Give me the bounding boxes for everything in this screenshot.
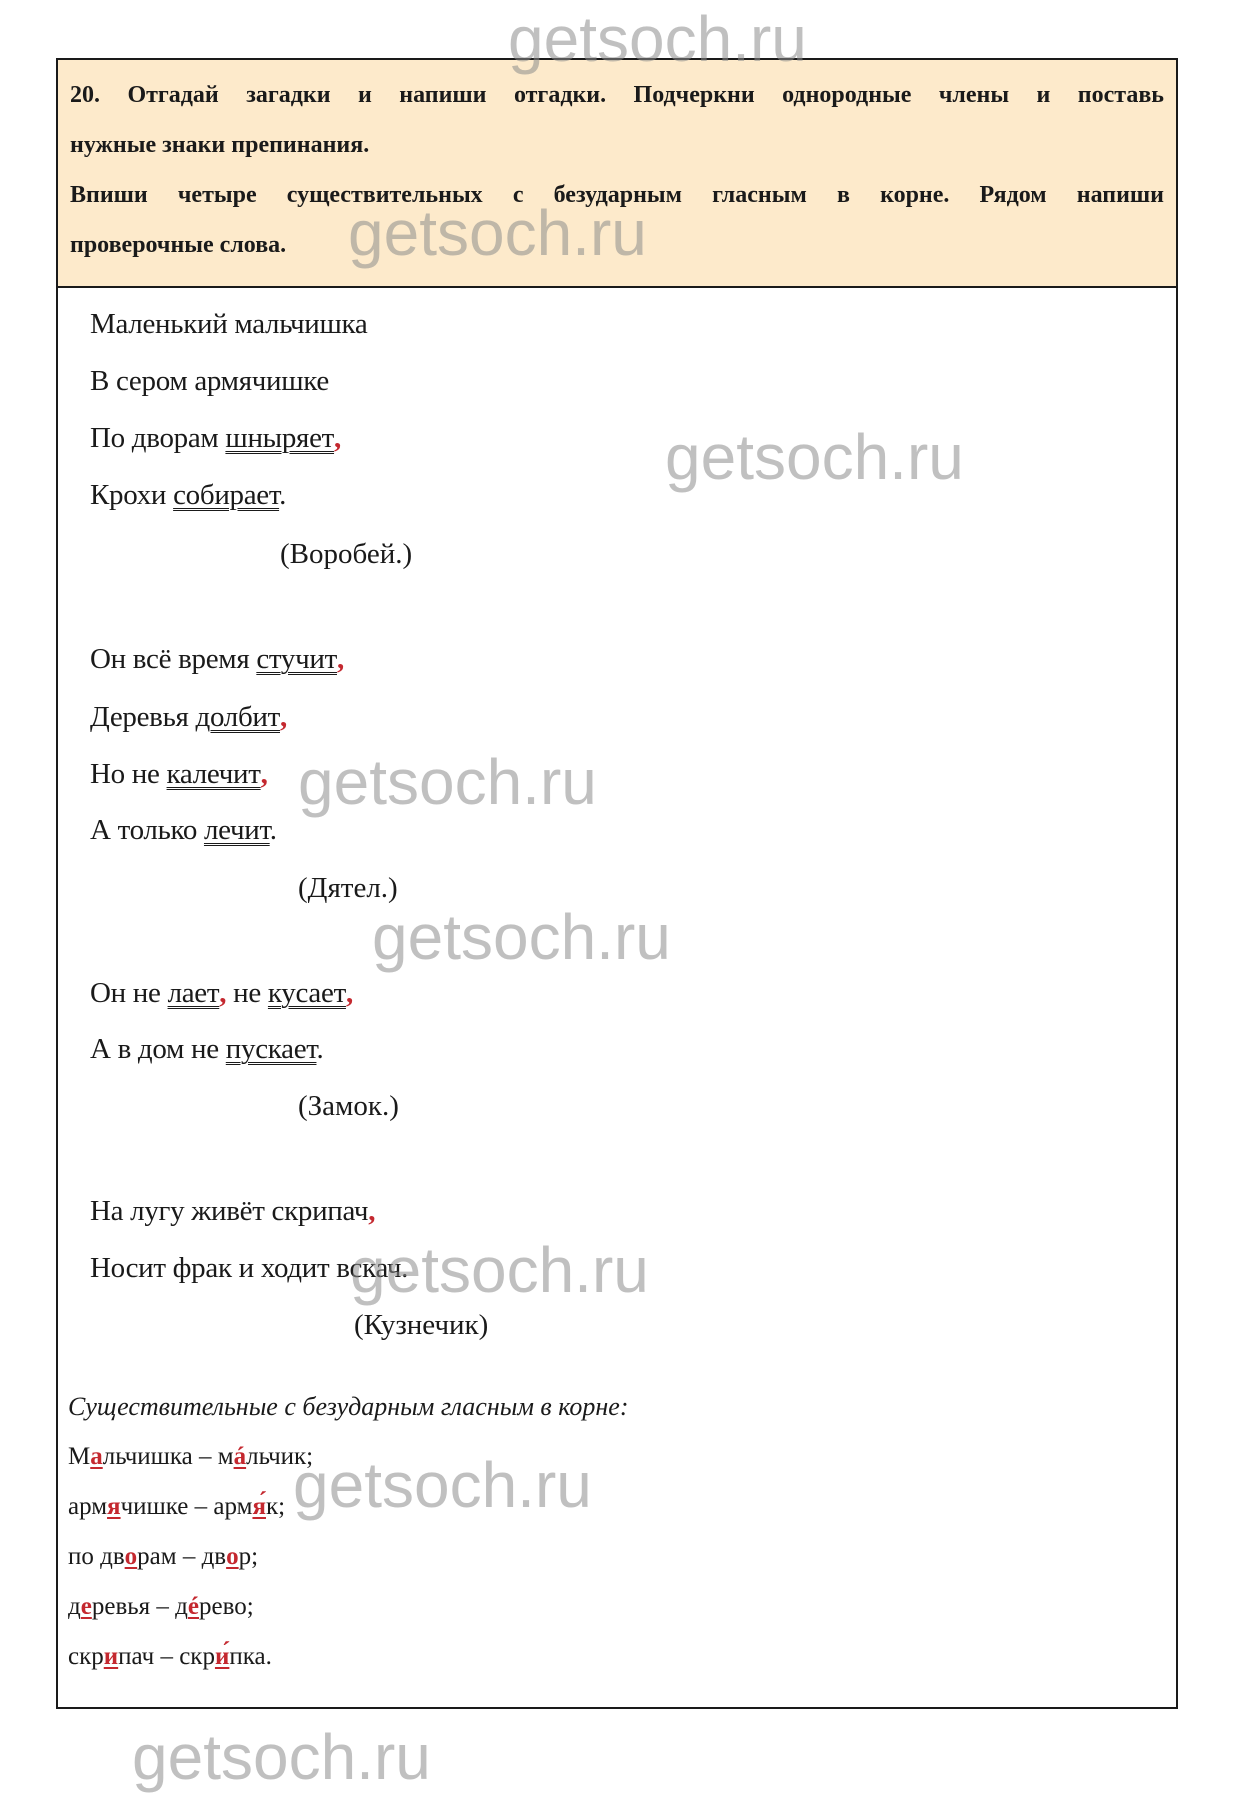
- unstressed-vowel: е: [80, 1593, 92, 1620]
- riddle-1-line-1: Маленький мальчишка: [90, 308, 368, 340]
- riddle-1-line-2: В сером армячишке: [90, 365, 329, 397]
- watermark: getsoch.ru: [132, 1721, 431, 1793]
- riddle-1-answer: (Воробей.): [280, 538, 413, 570]
- riddle-4-answer: (Кузнечик): [354, 1309, 489, 1341]
- riddle-4-line-2: Носит фрак и ходит вскач.: [90, 1252, 409, 1284]
- noun-pair-2: армячишке – армя́к;: [68, 1493, 286, 1520]
- homogeneous-member: собирает: [173, 479, 280, 511]
- inserted-comma: ,: [280, 701, 287, 733]
- unstressed-vowel: а: [90, 1443, 103, 1470]
- noun-pair-5: скрипач – скри́пка.: [68, 1643, 272, 1670]
- riddle-2-line-2: Деревья долбит,: [90, 701, 287, 733]
- task-text-line-4: проверочные слова.: [70, 232, 287, 258]
- watermark: getsoch.ru: [350, 1234, 649, 1306]
- riddle-3-answer: (Замок.): [298, 1090, 399, 1122]
- riddle-4-line-1: На лугу живёт скрипач,: [90, 1195, 376, 1227]
- watermark: getsoch.ru: [298, 746, 597, 818]
- inserted-comma: ,: [336, 643, 344, 675]
- inserted-comma: ,: [260, 758, 268, 790]
- riddle-2-answer: (Дятел.): [298, 872, 398, 904]
- unstressed-vowel: и: [103, 1643, 119, 1670]
- homogeneous-member: калечит: [166, 758, 261, 790]
- inserted-comma: ,: [345, 977, 353, 1009]
- watermark: getsoch.ru: [372, 901, 671, 973]
- answer-content: [58, 288, 1176, 1707]
- watermark: getsoch.ru: [508, 3, 807, 75]
- watermark: getsoch.ru: [665, 421, 964, 493]
- noun-pair-1: Мальчишка – мáльчик;: [68, 1443, 314, 1470]
- task-text-line-2: нужные знаки препинания.: [70, 132, 370, 158]
- stressed-vowel: о: [226, 1543, 239, 1570]
- riddle-3-line-2: А в дом не пускает.: [90, 1033, 324, 1065]
- homogeneous-member: лечит: [203, 814, 270, 846]
- stressed-vowel: я́: [252, 1493, 266, 1520]
- watermark: getsoch.ru: [348, 197, 647, 269]
- homogeneous-member: лает: [167, 977, 220, 1009]
- homogeneous-member: долбит: [195, 701, 280, 733]
- riddle-1-line-3: По дворам шныряет,: [90, 422, 341, 454]
- stressed-vowel: á: [233, 1443, 247, 1470]
- exercise-frame: [56, 58, 1178, 1709]
- riddle-3-line-1: Он не лает, не кусает,: [90, 977, 353, 1009]
- riddle-2-line-1: Он всё время стучит,: [90, 643, 344, 675]
- riddle-2-line-3: Но не калечит,: [90, 758, 268, 790]
- noun-pair-3: по дворам – двор;: [68, 1543, 259, 1570]
- stressed-vowel: и́: [214, 1643, 230, 1670]
- unstressed-vowel: о: [124, 1543, 138, 1570]
- task-text-line-3: Впиши четыре существительных с безударным гласным в корне. Рядом напиши: [70, 182, 1164, 208]
- task-box: [58, 60, 1176, 288]
- inserted-comma: ,: [219, 977, 227, 1009]
- inserted-comma: ,: [334, 422, 341, 454]
- unstressed-vowel: я: [107, 1493, 121, 1520]
- noun-pair-4: деревья – дéрево;: [68, 1593, 254, 1620]
- nouns-section-title: Существительные с безударным гласным в корне:: [68, 1392, 629, 1421]
- inserted-comma: ,: [368, 1195, 376, 1227]
- task-text-line-1: 20. Отгадай загадки и напиши отгадки. Подчеркни однородные члены и поставь: [70, 82, 1164, 108]
- watermark: getsoch.ru: [293, 1449, 592, 1521]
- homogeneous-member: пускает: [225, 1033, 317, 1065]
- homogeneous-member: стучит: [256, 643, 337, 675]
- riddle-1-line-4: Крохи собирает.: [90, 479, 287, 511]
- riddle-2-line-4: А только лечит.: [90, 814, 277, 846]
- stressed-vowel: é: [187, 1593, 199, 1620]
- homogeneous-member: кусает: [267, 977, 346, 1009]
- homogeneous-member: шныряет: [225, 422, 335, 454]
